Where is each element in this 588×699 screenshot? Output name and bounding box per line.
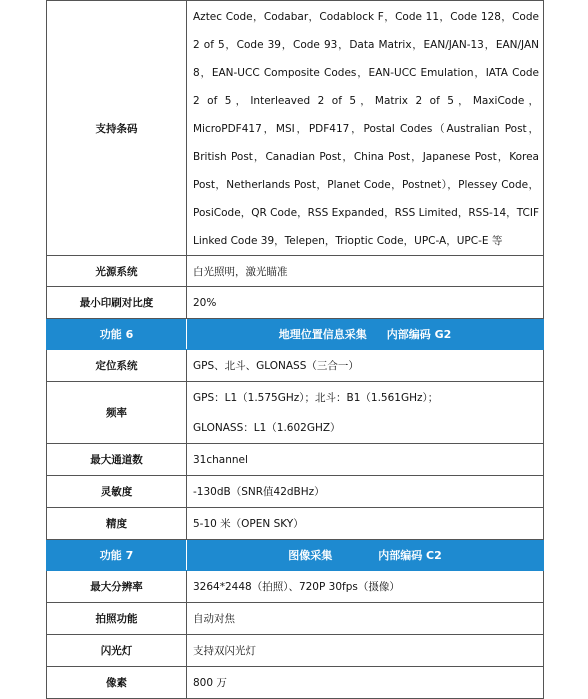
section-header-func6	[47, 319, 544, 350]
frequency-line-1: GPS：L1（1.575GHz）；北斗：B1（1.561GHz）；	[193, 391, 439, 404]
section-title-func7	[187, 540, 544, 571]
label-photo: 拍照功能	[47, 603, 187, 635]
section-code-func6: 内部编码 G2	[386, 328, 452, 341]
row-pixels	[47, 667, 544, 699]
row-contrast	[47, 287, 544, 319]
section-title-text-func7: 图像采集	[288, 549, 333, 562]
value-contrast: 20%	[187, 287, 544, 319]
section-title-func6	[187, 319, 544, 350]
section-header-func7	[47, 540, 544, 571]
value-barcodes: Aztec Code，Codabar，Codablock F，Code 11，Code 128，Code 2 of 5，Code 39，Code 93，Data Matrix，EAN/JAN-13，EAN/JAN 8，EAN-UCC Composite Codes，EAN-UCC Emulation，IATA Code 2 of 5，Interleaved 2 of 5，Matrix 2 of 5，MaxiCode，MicroPDF417，MSI，PDF417，Postal Codes（Australian Post，British Post，Canadian Post，China Post，Japanese Post，Korea Post，Netherlands Post，Planet Code，Postnet），Plessey Code，PosiCode，QR Code，RSS Expanded，RSS Limited，RSS-14，TCIF Linked Code 39，Telepen，Trioptic Code，UPC-A，UPC-E 等	[187, 1, 544, 256]
value-flash: 支持双闪光灯	[187, 635, 544, 667]
label-contrast: 最小印刷对比度	[47, 287, 187, 319]
row-flash	[47, 635, 544, 667]
row-frequency	[47, 382, 544, 444]
label-resolution: 最大分辨率	[47, 571, 187, 603]
row-sensitivity	[47, 476, 544, 508]
label-positioning: 定位系统	[47, 350, 187, 382]
section-title-text-func6: 地理位置信息采集	[278, 328, 367, 341]
value-positioning: GPS、北斗、GLONASS（三合一）	[187, 350, 544, 382]
value-pixels: 800 万	[187, 667, 544, 699]
row-resolution	[47, 571, 544, 603]
label-frequency: 频率	[47, 382, 187, 444]
frequency-line-2: GLONASS：L1（1.602GHZ）	[193, 421, 341, 434]
row-barcodes	[47, 1, 544, 256]
label-pixels: 像素	[47, 667, 187, 699]
label-barcodes: 支持条码	[47, 1, 187, 256]
label-light: 光源系统	[47, 256, 187, 287]
row-photo	[47, 603, 544, 635]
value-resolution: 3264*2448（拍照）、720P 30fps（摄像）	[187, 571, 544, 603]
label-flash: 闪光灯	[47, 635, 187, 667]
label-accuracy: 精度	[47, 508, 187, 540]
value-light: 白光照明，激光瞄准	[187, 256, 544, 287]
value-sensitivity: -130dB（SNR值42dBHz）	[187, 476, 544, 508]
value-channels: 31channel	[187, 444, 544, 476]
label-sensitivity: 灵敏度	[47, 476, 187, 508]
row-positioning	[47, 350, 544, 382]
spec-table	[46, 0, 544, 699]
row-light	[47, 256, 544, 287]
section-label-func7: 功能 7	[47, 540, 187, 571]
label-channels: 最大通道数	[47, 444, 187, 476]
row-accuracy	[47, 508, 544, 540]
value-photo: 自动对焦	[187, 603, 544, 635]
section-label-func6: 功能 6	[47, 319, 187, 350]
section-code-func7: 内部编码 C2	[378, 549, 442, 562]
row-channels	[47, 444, 544, 476]
value-frequency	[187, 382, 544, 444]
value-accuracy: 5-10 米（OPEN SKY）	[187, 508, 544, 540]
